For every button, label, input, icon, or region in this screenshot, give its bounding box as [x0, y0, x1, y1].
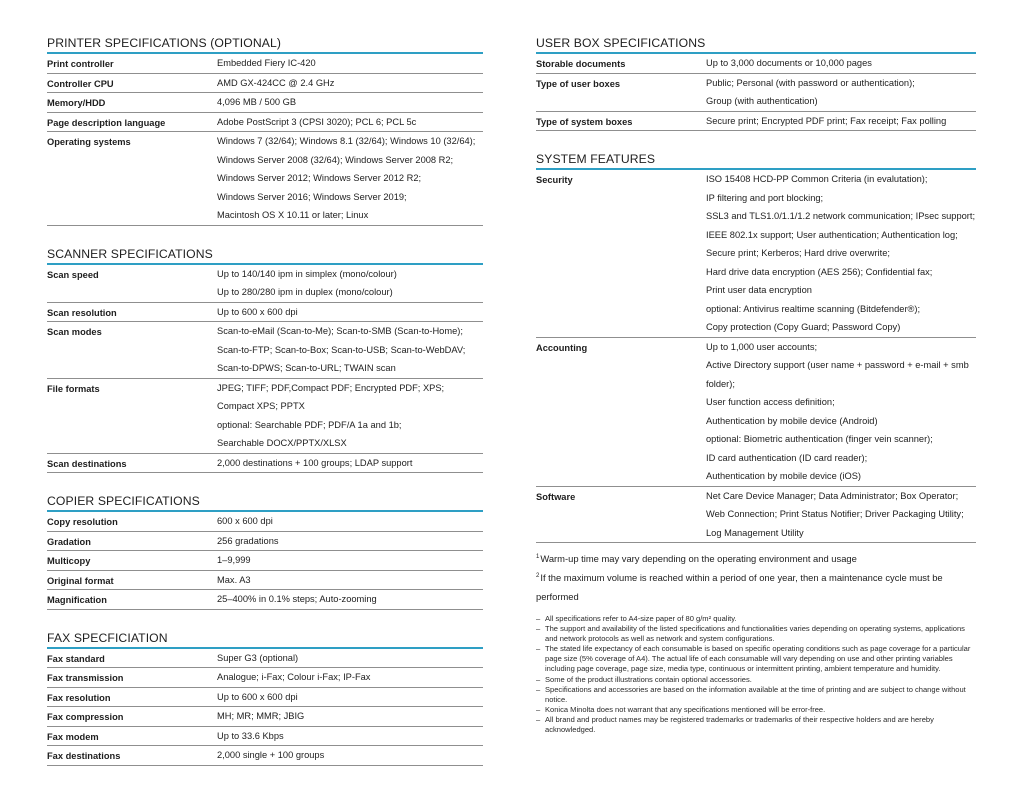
spec-label: Magnification [47, 595, 107, 605]
spec-value-line: Active Directory support (user name + password + e-mail + smb folder); [706, 360, 969, 389]
spec-value-line: Super G3 (optional) [217, 652, 299, 663]
user-box-specifications-section [536, 36, 976, 131]
disclaimer-item [536, 644, 978, 674]
spec-row [47, 746, 483, 766]
spec-value-line: Adobe PostScript 3 (CPSI 3020); PCL 6; PCL 5c [217, 116, 417, 127]
spec-row [47, 532, 483, 552]
spec-value-line: Windows 7 (32/64); Windows 8.1 (32/64); Windows 10 (32/64); [217, 136, 476, 146]
spec-label: Multicopy [47, 556, 91, 566]
spec-value-line: Public; Personal (with password or authentication); [706, 77, 915, 88]
spec-row [47, 379, 483, 454]
spec-label: Fax destinations [47, 751, 121, 761]
spec-label: Page description language [47, 117, 166, 128]
spec-value [706, 54, 976, 73]
right-column [536, 36, 976, 564]
spec-value-line: 1–9,999 [217, 555, 251, 565]
spec-value-line: SSL3 and TLS1.0/1.1/1.2 network communication; IPsec support; [706, 211, 976, 221]
footnote-number: 2 [536, 573, 540, 579]
disclaimer-item [536, 705, 978, 715]
disclaimer-text: Specifications and accessories are based on the information available at the time of printing and are subject to change without notice. [545, 684, 966, 704]
spec-row [536, 74, 976, 112]
copier-specifications-section [47, 494, 483, 610]
spec-row [47, 590, 483, 610]
spec-value-line: MH; MR; MMR; JBIG [217, 711, 305, 721]
disclaimer-item [536, 685, 978, 705]
spec-value [217, 322, 483, 378]
spec-value-line: Up to 600 x 600 dpi [217, 306, 298, 317]
spec-value-line: Web Connection; Print Status Notifier; Driver Packaging Utility; [706, 509, 964, 519]
spec-value-line: Group (with authentication) [706, 96, 818, 106]
spec-label: Copy resolution [47, 517, 118, 527]
spec-row [47, 649, 483, 669]
spec-value [217, 54, 483, 73]
spec-value-line: IEEE 802.1x support; User authentication; Authentication log; [706, 229, 958, 240]
spec-value-line: Up to 1,000 user accounts; [706, 341, 818, 352]
disclaimer-text: Konica Minolta does not warrant that any specifications mentioned will be error-free. [545, 704, 826, 714]
spec-value [706, 74, 976, 111]
spec-label: Fax transmission [47, 673, 124, 683]
spec-row [47, 113, 483, 133]
disclaimer-text: Some of the product illustrations contain optional accessories. [545, 674, 752, 684]
section-title: PRINTER SPECIFICATIONS (OPTIONAL) [47, 36, 483, 54]
spec-label: Fax modem [47, 731, 99, 742]
spec-value [217, 746, 483, 765]
dash-bullet: – [536, 684, 541, 694]
spec-label: Scan modes [47, 327, 102, 337]
spec-row [47, 132, 483, 226]
spec-value-line: Authentication by mobile device (Android) [706, 415, 878, 426]
spec-label: Type of user boxes [536, 78, 621, 89]
spec-value-line: Windows Server 2016; Windows Server 2019; [217, 191, 407, 202]
spec-value [217, 571, 483, 590]
dash-bullet: – [536, 644, 541, 654]
spec-value-line: Secure print; Encrypted PDF print; Fax receipt; Fax polling [706, 115, 947, 126]
spec-value-line: 4,096 MB / 500 GB [217, 97, 297, 107]
spec-value-line: AMD GX-424CC @ 2.4 GHz [217, 77, 335, 88]
spec-row [47, 571, 483, 591]
spec-value-line: optional: Searchable PDF; PDF/A 1a and 1b; [217, 419, 402, 430]
spec-value [217, 303, 483, 322]
spec-value [217, 379, 483, 453]
section-title: FAX SPECFICIATION [47, 631, 483, 649]
spec-value [217, 512, 483, 531]
dash-bullet: – [536, 624, 541, 634]
section-title: SCANNER SPECIFICATIONS [47, 247, 483, 265]
section-title: USER BOX SPECIFICATIONS [536, 36, 976, 54]
spec-row [47, 454, 483, 474]
spec-value [217, 454, 483, 473]
spec-value [217, 132, 483, 225]
spec-label: Original format [47, 575, 114, 586]
spec-value-line: Net Care Device Manager; Data Administrator; Box Operator; [706, 490, 959, 501]
disclaimer-text: The support and availability of the listed specifications and functionalities varies depending on operating systems, applications and network protocols as well as network and system configurations. [545, 624, 965, 644]
spec-value [217, 707, 483, 726]
spec-value-line: 2,000 single + 100 groups [217, 750, 325, 760]
spec-label: Memory/HDD [47, 98, 106, 108]
spec-row [536, 112, 976, 132]
footnotes [536, 549, 986, 606]
spec-label: Accounting [536, 342, 588, 353]
disclaimer-item [536, 624, 978, 644]
spec-label: Storable documents [536, 59, 626, 69]
spec-label: Type of system boxes [536, 116, 633, 127]
spec-value [217, 532, 483, 551]
spec-value-line: Analogue; i-Fax; Colour i-Fax; IP-Fax [217, 672, 371, 682]
spec-value-line: Scan-to-FTP; Scan-to-Box; Scan-to-USB; Scan-to-WebDAV; [217, 344, 466, 355]
footnote-text: If the maximum volume is reached within a period of one year, then a maintenance cycle must be [540, 572, 943, 583]
spec-row [536, 54, 976, 74]
spec-value [217, 688, 483, 707]
spec-row [47, 303, 483, 323]
footnote-line [536, 549, 986, 568]
spec-value [706, 338, 976, 486]
spec-value-line: Searchable DOCX/PPTX/XLSX [217, 438, 347, 448]
spec-value [706, 112, 976, 131]
spec-label: Fax compression [47, 712, 124, 722]
footnote-line [536, 568, 986, 587]
spec-row [47, 707, 483, 727]
spec-value-line: Compact XPS; PPTX [217, 401, 305, 411]
spec-value-line: JPEG; TIFF; PDF,Compact PDF; Encrypted PDF; XPS; [217, 382, 445, 393]
disclaimers [536, 614, 978, 735]
fax-specficiation-section [47, 631, 483, 766]
spec-value-line: IP filtering and port blocking; [706, 192, 824, 203]
spec-value-line: Macintosh OS X 10.11 or later; Linux [217, 210, 369, 220]
spec-label: Gradation [47, 536, 91, 547]
spec-label: Scan resolution [47, 307, 117, 318]
left-column [47, 36, 483, 787]
spec-value-line: Authentication by mobile device (iOS) [706, 471, 862, 481]
spec-value [217, 668, 483, 687]
spec-value-line: ISO 15408 HCD-PP Common Criteria (in evalutation); [706, 174, 928, 184]
spec-row [536, 170, 976, 338]
spec-value [217, 93, 483, 112]
spec-value-line: Scan-to-DPWS; Scan-to-URL; TWAIN scan [217, 363, 396, 373]
spec-label: Controller CPU [47, 78, 114, 89]
spec-value [217, 74, 483, 93]
spec-label: Operating systems [47, 137, 131, 147]
spec-value [217, 265, 483, 302]
spec-value-line: optional: Antivirus realtime scanning (Bitdefender®); [706, 303, 921, 314]
spec-value-line: Windows Server 2008 (32/64); Windows Server 2008 R2; [217, 154, 454, 165]
spec-row [47, 265, 483, 303]
footnote-number: 1 [536, 554, 540, 560]
disclaimer-item [536, 675, 978, 685]
disclaimer-item [536, 715, 978, 735]
dash-bullet: – [536, 614, 541, 623]
spec-row [47, 54, 483, 74]
spec-value-line: optional: Biometric authentication (finger vein scanner); [706, 434, 933, 444]
spec-label: Print controller [47, 59, 114, 69]
spec-row [47, 727, 483, 747]
spec-row [47, 551, 483, 571]
footnote-text: Warm-up time may vary depending on the operating environment and usage [540, 553, 857, 564]
spec-row [47, 668, 483, 688]
section-title: COPIER SPECIFICATIONS [47, 494, 483, 512]
dash-bullet: – [536, 704, 541, 714]
spec-value-line: 2,000 destinations + 100 groups; LDAP support [217, 457, 413, 468]
spec-value-line: Up to 280/280 ipm in duplex (mono/colour) [217, 287, 393, 297]
spec-value-line: Up to 3,000 documents or 10,000 pages [706, 58, 872, 68]
dash-bullet: – [536, 674, 541, 684]
spec-row [47, 512, 483, 532]
spec-row [47, 322, 483, 379]
spec-value [217, 727, 483, 746]
spec-value-line: Secure print; Kerberos; Hard drive overwrite; [706, 248, 890, 258]
spec-value-line: Up to 33.6 Kbps [217, 730, 284, 741]
spec-label: Security [536, 175, 573, 185]
disclaimer-text: All specifications refer to A4-size paper of 80 g/m² quality. [545, 614, 737, 623]
spec-value [706, 487, 976, 543]
spec-label: Software [536, 491, 576, 502]
spec-row [47, 688, 483, 708]
system-features-section [536, 152, 976, 543]
spec-value-line: Max. A3 [217, 574, 251, 585]
spec-value [217, 590, 483, 609]
spec-label: File formats [47, 383, 100, 394]
spec-label: Scan destinations [47, 458, 127, 469]
spec-value-line: Print user data encryption [706, 285, 812, 295]
printer-specifications-optional-section [47, 36, 483, 226]
spec-value-line: User function access definition; [706, 397, 835, 407]
spec-value [217, 113, 483, 132]
scanner-specifications-section [47, 247, 483, 474]
spec-label: Scan speed [47, 269, 99, 280]
dash-bullet: – [536, 714, 541, 724]
spec-value-line: Up to 600 x 600 dpi [217, 691, 298, 702]
spec-row [47, 74, 483, 94]
spec-row [47, 93, 483, 113]
disclaimer-item [536, 614, 978, 624]
spec-row [536, 338, 976, 487]
spec-value-line: Log Management Utility [706, 527, 804, 538]
spec-label: Fax standard [47, 653, 105, 664]
spec-value-line: Hard drive data encryption (AES 256); Confidential fax; [706, 266, 933, 277]
disclaimer-text: All brand and product names may be registered trademarks or trademarks of their respective holders and are hereby acknowledged. [545, 714, 934, 735]
spec-value-line: Scan-to-eMail (Scan-to-Me); Scan-to-SMB (Scan-to-Home); [217, 326, 463, 336]
spec-value-line: Copy protection (Copy Guard; Password Copy) [706, 322, 901, 332]
spec-value [217, 649, 483, 668]
spec-value-line: ID card authentication (ID card reader); [706, 452, 868, 463]
spec-value [217, 551, 483, 570]
spec-value-line: Embedded Fiery IC-420 [217, 58, 316, 68]
spec-value-line: 256 gradations [217, 535, 279, 546]
spec-row [536, 487, 976, 544]
spec-label: Fax resolution [47, 692, 111, 703]
disclaimer-text: The stated life expectancy of each consumable is based on specific operating conditions such as page coverage for a particular page size (5% coverage of A4). The actual life of each consumable will vary depending on use and other printing variables including page coverage, page size, media type, continuous or intermittent printing, ambient temperature and humidity. [545, 644, 971, 674]
spec-value-line: 25–400% in 0.1% steps; Auto-zooming [217, 594, 377, 604]
spec-value [706, 170, 976, 337]
footnote-line: performed [536, 591, 579, 602]
spec-value-line: Up to 140/140 ipm in simplex (mono/colour) [217, 268, 397, 279]
spec-value-line: Windows Server 2012; Windows Server 2012 R2; [217, 173, 422, 183]
spec-value-line: 600 x 600 dpi [217, 516, 273, 526]
section-title: SYSTEM FEATURES [536, 152, 976, 170]
